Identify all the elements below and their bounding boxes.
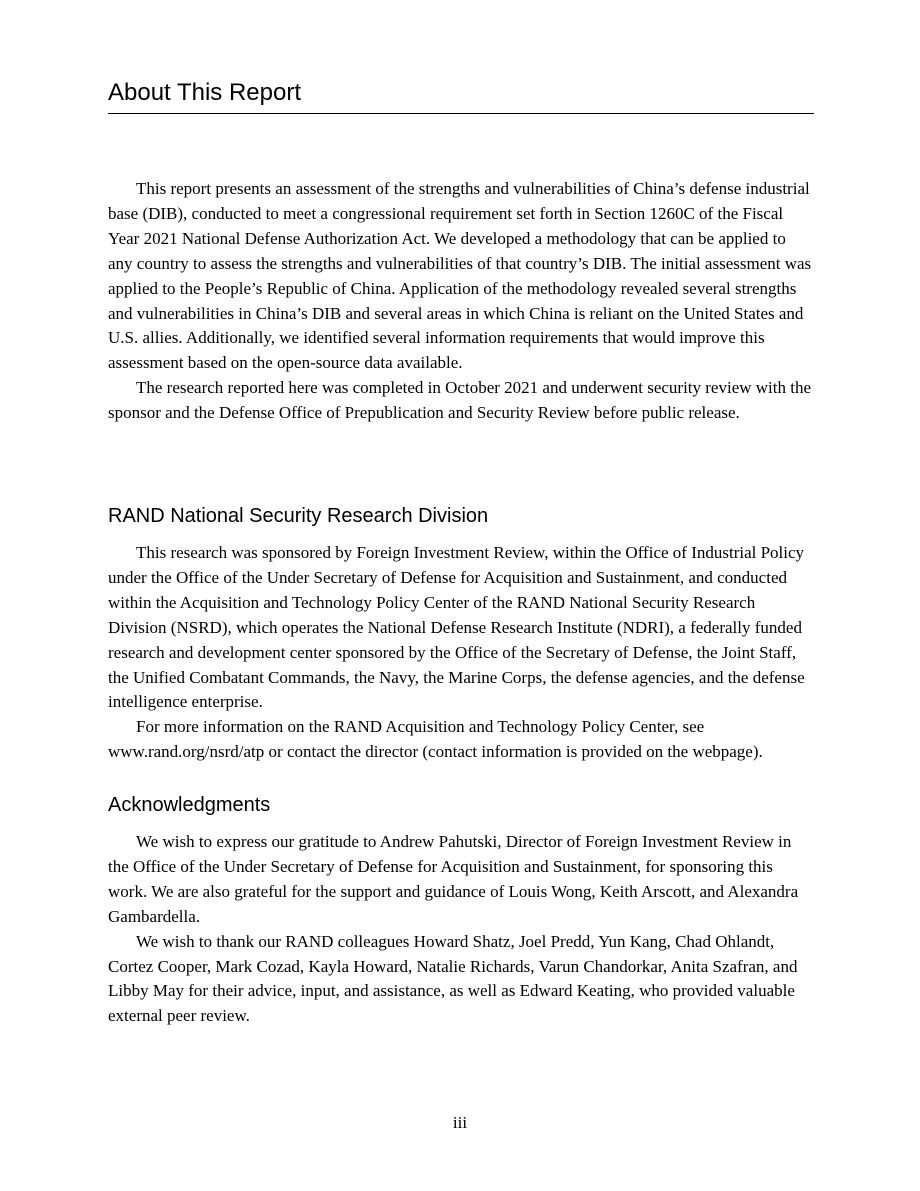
section-heading-rand-nsrd: RAND National Security Research Division xyxy=(108,505,489,527)
rand-paragraph: For more information on the RAND Acquisition and Technology Policy Center, see www.rand.org/nsrd/atp or contact the director (contact information is provided on the webpage). xyxy=(108,717,763,762)
intro-paragraph: This report presents an assessment of the strengths and vulnerabilities of China’s defense industrial base (DIB), conducted to meet a congressional requirement set forth in Section 1260C of the Fiscal Year 2021 National Defense Authorization Act. We developed a methodology that can be applied to any country to assess the strengths and vulnerabilities of that country’s DIB. The initial assessment was applied to the People’s Republic of China. Application of the methodology revealed several strengths and vulnerabilities in China’s DIB and several areas in which China is reliant on the United States and U.S. allies. Additionally, we identified several information requirements that would improve this assessment based on the open-source data available. xyxy=(108,179,812,373)
acknowledgments-section xyxy=(108,830,814,1029)
section-heading-acknowledgments: Acknowledgments xyxy=(108,794,271,816)
page-number: iii xyxy=(452,1113,468,1132)
page-title: About This Report xyxy=(108,79,301,106)
intro-paragraph: The research reported here was completed in October 2021 and underwent security review with the sponsor and the Defense Office of Prepublication and Security Review before public release. xyxy=(108,378,812,423)
title-divider xyxy=(108,113,814,114)
rand-paragraph: This research was sponsored by Foreign Investment Review, within the Office of Industrial Policy under the Office of the Under Secretary of Defense for Acquisition and Sustainment, and conducted within the Acquisition and Technology Policy Center of the RAND National Security Research Division (NSRD), which operates the National Defense Research Institute (NDRI), a federally funded research and development center sponsored by the Office of the Secretary of Defense, the Joint Staff, the Unified Combatant Commands, the Navy, the Marine Corps, the defense agencies, and the defense intelligence enterprise. xyxy=(108,543,805,712)
intro-section xyxy=(108,177,814,426)
acknowledgments-paragraph: We wish to thank our RAND colleagues Howard Shatz, Joel Predd, Yun Kang, Chad Ohlandt, Cortez Cooper, Mark Cozad, Kayla Howard, Natalie Richards, Varun Chandorkar, Anita Szafran, and Libby May for their advice, input, and assistance, as well as Edward Keating, who provided valuable external peer review. xyxy=(108,931,798,1026)
rand-section xyxy=(108,541,814,765)
acknowledgments-paragraph: We wish to express our gratitude to Andrew Pahutski, Director of Foreign Investment Review in the Office of the Under Secretary of Defense for Acquisition and Sustainment, for sponsoring this work. We are also grateful for the support and guidance of Louis Wong, Keith Arscott, and Alexandra Gambardella. xyxy=(108,832,799,926)
